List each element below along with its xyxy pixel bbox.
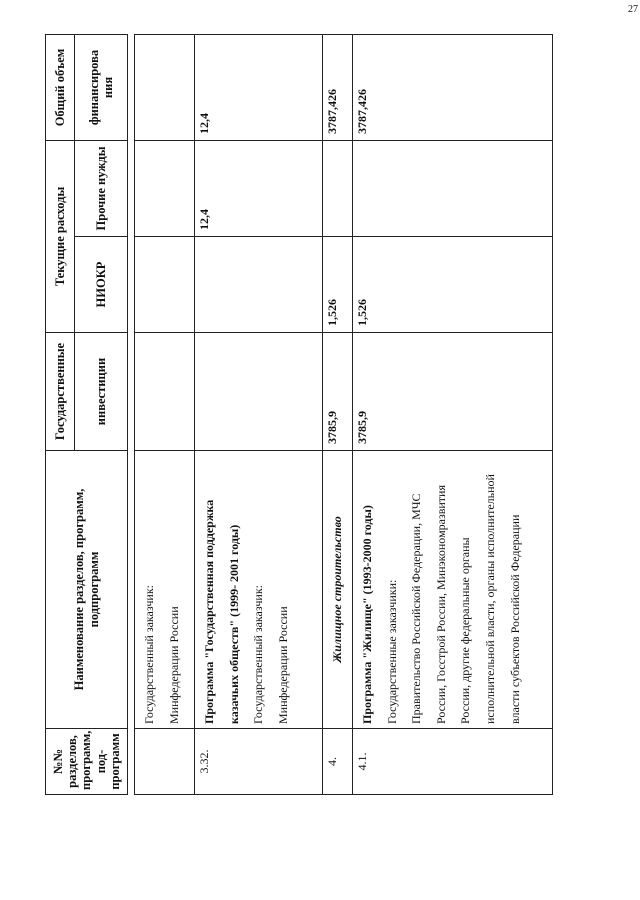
row-other-needs bbox=[353, 140, 553, 236]
row-section-title: Жилищное строительство bbox=[330, 516, 344, 663]
header-total-top: Общий объем bbox=[46, 34, 75, 140]
table-row bbox=[353, 34, 553, 794]
row-name-line: Государственный заказчик: bbox=[142, 584, 156, 724]
header-section-number: №№ разделов, программ, под- программ bbox=[46, 729, 128, 795]
row-name bbox=[135, 451, 195, 729]
row-name bbox=[353, 451, 553, 729]
row-number: 4.1. bbox=[353, 729, 553, 795]
row-total: 3787,426 bbox=[353, 34, 553, 140]
row-number bbox=[135, 729, 195, 795]
row-gov-investments: 3785,9 bbox=[323, 333, 353, 451]
row-program-title: Программа "Государственная поддержка казачьих обществ" (1999- 2001 годы) bbox=[202, 499, 241, 724]
row-total: 3787,426 bbox=[323, 34, 353, 140]
row-name bbox=[195, 451, 323, 729]
rotated-table-area bbox=[45, 35, 522, 790]
header-current-expenses: Текущие расходы bbox=[46, 140, 75, 332]
row-other-needs: 12,4 bbox=[195, 140, 323, 236]
row-name-line: Государственные заказчики: bbox=[384, 579, 399, 724]
row-gov-investments: 3785,9 bbox=[353, 333, 553, 451]
table-header-row-1 bbox=[46, 34, 75, 794]
table-row bbox=[323, 34, 353, 794]
row-name-line: Минфедерации России bbox=[275, 606, 290, 724]
table-row bbox=[195, 34, 323, 794]
header-other-needs: Прочие нужды bbox=[75, 140, 128, 236]
row-niokr bbox=[135, 237, 195, 333]
row-name-line: Государственный заказчик: bbox=[251, 584, 266, 724]
row-number: 4. bbox=[323, 729, 353, 795]
row-gov-investments bbox=[195, 333, 323, 451]
row-program-title: Программа "Жилище" (1993-2000 годы) bbox=[360, 505, 374, 724]
page-number: 27 bbox=[628, 4, 638, 15]
row-niokr: 1,526 bbox=[353, 237, 553, 333]
header-section-name: Наименование разделов, программ, подпрограмм bbox=[46, 451, 128, 729]
row-number: 3.32. bbox=[195, 729, 323, 795]
row-name-line: Правительство Российской Федерации, МЧС России, Госстрой России, Минэкономразвития России, другие федеральные органы исполнительной власти, органы исполнительной власти субъектов Российской Федерации bbox=[409, 474, 522, 724]
row-total bbox=[135, 34, 195, 140]
header-total-sub: финансирова ния bbox=[75, 34, 128, 140]
header-gov-investments-top: Государственные bbox=[46, 333, 75, 451]
row-gov-investments bbox=[135, 333, 195, 451]
budget-table-wrapper bbox=[45, 35, 545, 795]
header-niokr: НИОКР bbox=[75, 237, 128, 333]
row-other-needs bbox=[323, 140, 353, 236]
budget-table bbox=[45, 34, 553, 795]
header-gov-investments-sub: инвестиции bbox=[75, 333, 128, 451]
table-row bbox=[135, 34, 195, 794]
row-other-needs bbox=[135, 140, 195, 236]
row-name-line: Минфедерации России bbox=[166, 606, 181, 724]
row-niokr: 1,526 bbox=[323, 237, 353, 333]
row-total: 12,4 bbox=[195, 34, 323, 140]
row-niokr bbox=[195, 237, 323, 333]
header-gap bbox=[128, 34, 135, 794]
row-name bbox=[323, 451, 353, 729]
